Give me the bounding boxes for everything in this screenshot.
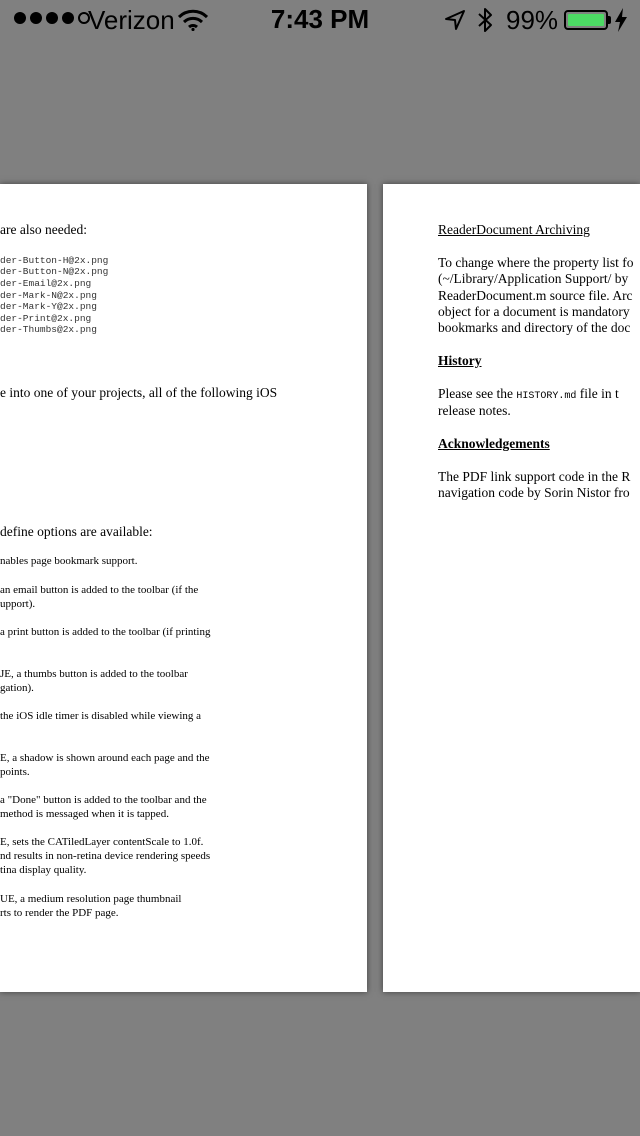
intro-text: are also needed: <box>0 222 87 237</box>
option-line: E, a shadow is shown around each page and the <box>0 752 210 764</box>
history-file: HISTORY.md <box>516 391 577 402</box>
option-line: JE, a thumbs button is added to the toolbar <box>0 668 188 680</box>
option-line: E, sets the CATiledLayer contentScale to 1.0f. <box>0 836 204 848</box>
file-name: der-Email@2x.png <box>0 278 92 289</box>
history-line-2: release notes. <box>438 403 511 418</box>
bluetooth-icon <box>476 6 494 34</box>
archiving-line: ReaderDocument.m source file. Arc <box>438 288 633 303</box>
ack-line: navigation code by Sorin Nistor fro <box>438 485 630 500</box>
status-bar <box>0 0 640 40</box>
option-line: UE, a medium resolution page thumbnail <box>0 893 182 905</box>
option-line: method is messaged when it is tapped. <box>0 808 169 820</box>
option-line: rts to render the PDF page. <box>0 907 119 919</box>
define-options-text: define options are available: <box>0 524 153 539</box>
option-line: nd results in non-retina device rendering speeds <box>0 850 211 862</box>
location-arrow-icon <box>444 9 466 31</box>
file-name: der-Mark-Y@2x.png <box>0 301 97 312</box>
archiving-line: To change where the property list fo <box>438 255 634 270</box>
charging-bolt-icon <box>614 8 628 32</box>
option-line: an email button is added to the toolbar (if the <box>0 584 199 596</box>
option-line: nables page bookmark support. <box>0 555 138 567</box>
clock-time: 7:43 PM <box>270 4 370 34</box>
battery-tip <box>608 16 611 24</box>
option-line: a print button is added to the toolbar (if printing <box>0 626 211 638</box>
projects-text: e into one of your projects, all of the following iOS <box>0 385 278 400</box>
archiving-line: bookmarks and directory of the doc <box>438 320 631 335</box>
option-line: a "Done" button is added to the toolbar and the <box>0 794 207 806</box>
option-line: tina display quality. <box>0 864 87 876</box>
option-line: points. <box>0 766 30 778</box>
battery-percent: 99% <box>506 5 559 35</box>
history-heading: History <box>438 353 482 368</box>
history-prefix: Please see the <box>438 386 517 401</box>
acknowledgements-heading: Acknowledgements <box>438 436 550 451</box>
pdf-page-left[interactable] <box>0 184 367 992</box>
file-name: der-Button-H@2x.png <box>0 255 109 266</box>
file-name: der-Print@2x.png <box>0 313 92 324</box>
file-name: der-Mark-N@2x.png <box>0 290 97 301</box>
archiving-line: object for a document is mandatory <box>438 304 630 319</box>
file-name: der-Thumbs@2x.png <box>0 324 97 335</box>
option-line: the iOS idle timer is disabled while viewing a <box>0 710 202 722</box>
history-line <box>438 386 619 402</box>
ack-line: The PDF link support code in the R <box>438 469 631 484</box>
archiving-line: (~/Library/Application Support/ by <box>438 271 629 286</box>
option-line: upport). <box>0 598 36 610</box>
battery-fill <box>568 14 604 26</box>
file-name: der-Button-N@2x.png <box>0 266 109 277</box>
archiving-heading: ReaderDocument Archiving <box>438 222 590 237</box>
pdf-page-right[interactable] <box>383 184 640 992</box>
carrier-label: Verizon <box>88 5 175 35</box>
history-suffix: file in t <box>576 386 619 401</box>
option-line: gation). <box>0 682 34 694</box>
battery-icon <box>564 10 608 30</box>
